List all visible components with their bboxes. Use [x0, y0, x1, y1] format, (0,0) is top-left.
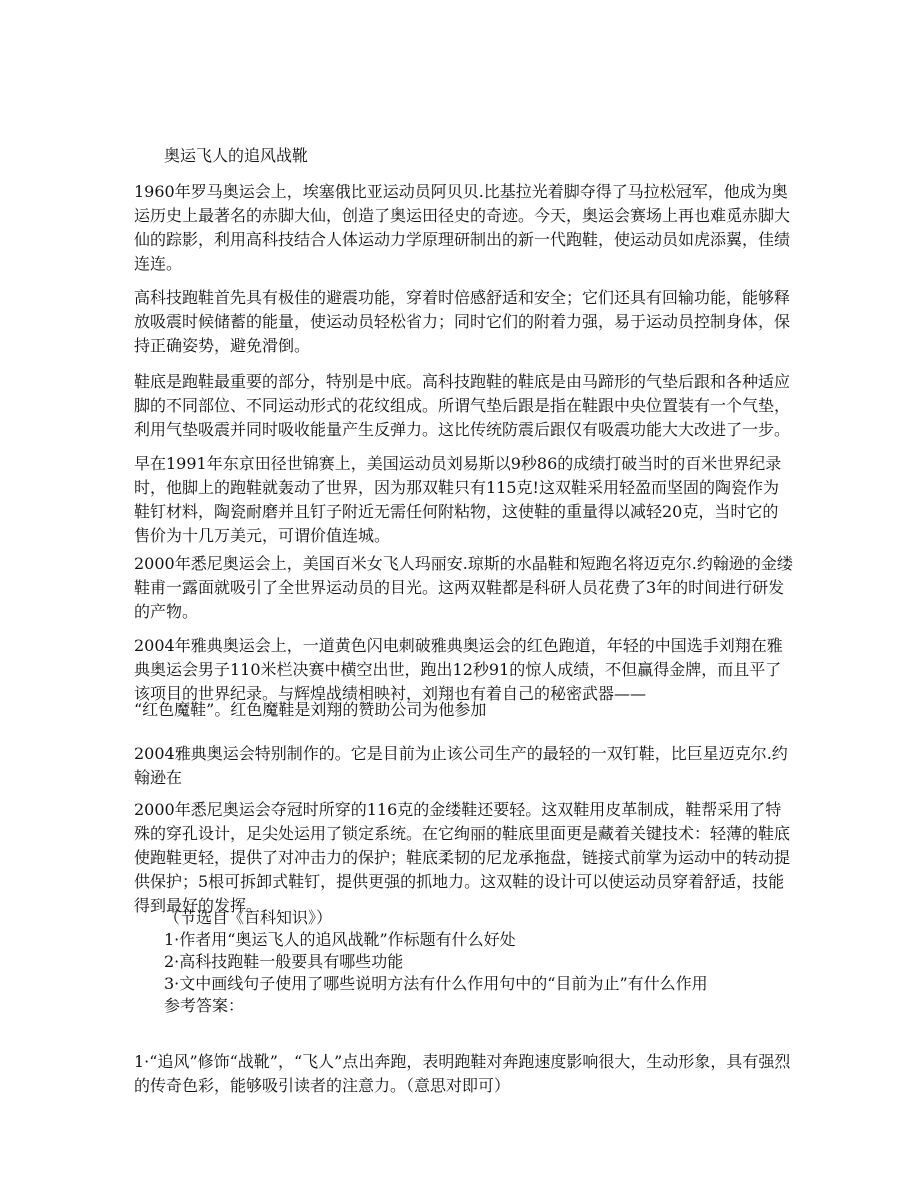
question-1: 1·作者用“奥运飞人的追风战靴”作标题有什么好处: [164, 930, 516, 949]
paragraph-5: 2000年悉尼奥运会上，美国百米女飞人玛丽安.琼斯的水晶鞋和短跑名将迈克尔.约翰逊的金缕鞋甫一露面就吸引了全世界运动员的目光。这两双鞋都是科研人员花费了3年的时间进行研发的产物。: [134, 554, 793, 621]
question-2: 2·高科技跑鞋一般要具有哪些功能: [164, 952, 404, 971]
paragraph-7: “红色魔鞋”。红色魔鞋是刘翔的赞助公司为他参加: [134, 700, 487, 719]
paragraph-2: 高科技跑鞋首先具有极佳的避震功能，穿着时倍感舒适和安全；它们还具有回输功能，能够释放吸震时候储蓄的能量，使运动员轻松省力；同时它们的附着力强，易于运动员控制身体，保持正确姿势，避免滑倒。: [134, 288, 791, 355]
article-title: 奥运飞人的追风战靴: [164, 146, 309, 165]
paragraph-3: 鞋底是跑鞋最重要的部分，特别是中底。高科技跑鞋的鞋底是由马蹄形的气垫后跟和各种适应脚的不同部位、不同运动形式的花纹组成。所谓气垫后跟是指在鞋跟中央位置装有一个气垫，利用气垫吸震并同时吸收能量产生反弹力。这比传统防震后跟仅有吸震功能大大改进了一步。: [134, 372, 791, 439]
paragraph-9: 2000年悉尼奥运会夺冠时所穿的116克的金缕鞋还要轻。这双鞋用皮革制成，鞋帮采用了特殊的穿孔设计，足尖处运用了锁定系统。在它绚丽的鞋底里面更是藏着关键技术：轻薄的鞋底使跑鞋更轻，提供了对冲击力的保护；鞋底柔韧的尼龙承拖盘，链接式前掌为运动中的转动提供保护；5根可拆卸式鞋钉，提供更强的抓地力。这双鞋的设计可以使运动员穿着舒适，技能得到最好的发挥。: [134, 800, 791, 915]
paragraph-4: 早在1991年东京田径世锦赛上，美国运动员刘易斯以9秒86的成绩打破当时的百米世界纪录时，他脚上的跑鞋就轰动了世界，因为那双鞋只有115克!这双鞋采用轻盈而坚固的陶瓷作为鞋钉材料，陶瓷耐磨并且钉子附近无需任何附粘物，这使鞋的重量得以减轻20克，当时它的售价为十几万美元，可谓价值连城。: [134, 454, 782, 545]
paragraph-1: 1960年罗马奥运会上，埃塞俄比亚运动员阿贝贝.比基拉光着脚夺得了马拉松冠军，他成为奥运历史上最著名的赤脚大仙，创造了奥运田径史的奇迹。今天，奥运会赛场上再也难觅赤脚大仙的踪影，利用高科技结合人体运动力学原理研制出的新一代跑鞋，使运动员如虎添翼，佳绩连连。: [134, 182, 791, 273]
question-3: 3·文中画线句子使用了哪些说明方法有什么作用句中的“目前为止”有什么作用: [164, 974, 708, 993]
source-note: （节选自《百科知识》）: [164, 908, 333, 927]
paragraph-6: 2004年雅典奥运会上，一道黄色闪电刺破雅典奥运会的红色跑道，年轻的中国选手刘翔在雅典奥运会男子110米栏决赛中横空出世，跑出12秒91的惊人成绩，不但赢得金牌，而且平了该项目的世界纪录。与辉煌战绩相映衬，刘翔也有着自己的秘密武器——: [134, 636, 783, 703]
paragraph-8: 2004雅典奥运会特别制作的。它是目前为止该公司生产的最轻的一双钉鞋，比巨星迈克尔.约翰逊在: [134, 744, 788, 787]
answer-1: 1·“追风”修饰“战靴”，“飞人”点出奔跑，表明跑鞋对奔跑速度影响很大，生动形象，具有强烈的传奇色彩，能够吸引读者的注意力。（意思对即可）: [134, 1052, 791, 1095]
answers-heading: 参考答案：: [164, 996, 245, 1015]
